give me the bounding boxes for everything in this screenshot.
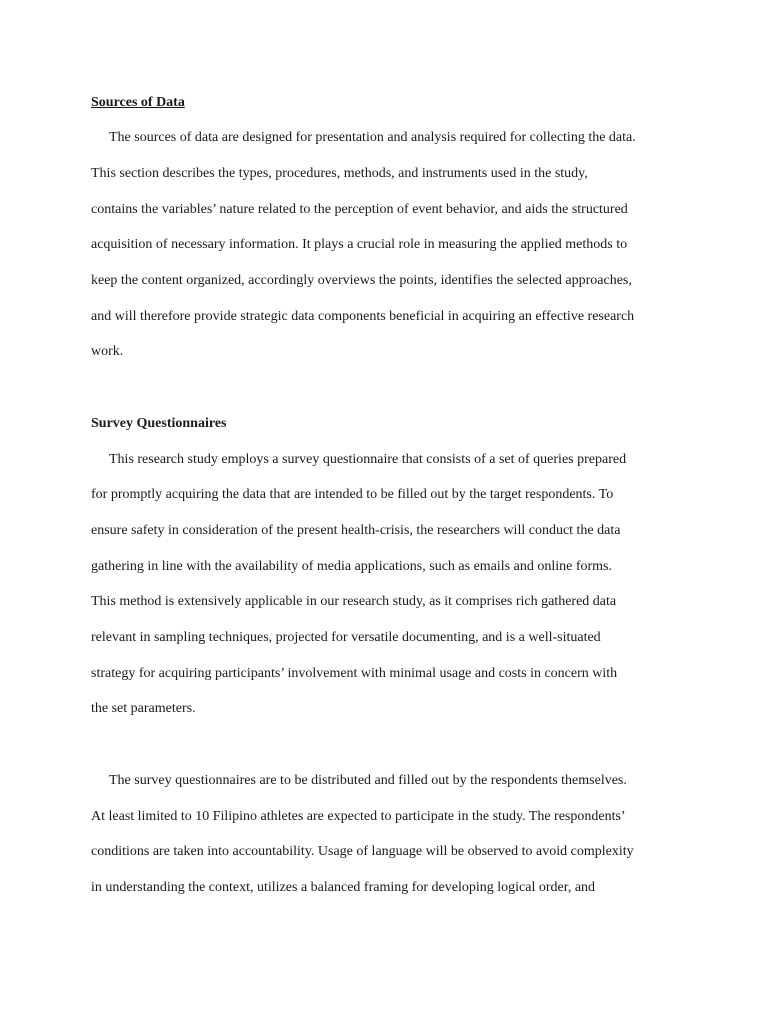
paragraph-line: for promptly acquiring the data that are intended to be filled out by the target respondents. To [91, 487, 614, 502]
paragraph-line: ensure safety in consideration of the present health-crisis, the researchers will conduct the data [91, 523, 621, 538]
paragraph-line: the set parameters. [91, 701, 196, 716]
paragraph-line: This section describes the types, procedures, methods, and instruments used in the study, [91, 166, 588, 181]
paragraph-line: conditions are taken into accountability. Usage of language will be observed to avoid complexity [91, 844, 634, 859]
paragraph-line: strategy for acquiring participants’ involvement with minimal usage and costs in concern with [91, 666, 618, 681]
section-heading-survey-questionnaires: Survey Questionnaires [91, 416, 227, 431]
paragraph-line: This method is extensively applicable in our research study, as it comprises rich gathered data [91, 594, 617, 609]
section-heading-sources-of-data: Sources of Data [91, 95, 185, 110]
paragraph-line: The sources of data are designed for presentation and analysis required for collecting the data. [109, 130, 636, 145]
paragraph-line: gathering in line with the availability of media applications, such as emails and online forms. [91, 559, 612, 574]
paragraph-line: This research study employs a survey questionnaire that consists of a set of queries prepared [109, 452, 627, 467]
paragraph-line: and will therefore provide strategic data components beneficial in acquiring an effective research [91, 309, 635, 324]
paragraph-line: keep the content organized, accordingly overviews the points, identifies the selected approaches, [91, 273, 632, 288]
paragraph-line: At least limited to 10 Filipino athletes are expected to participate in the study. The respondents’ [91, 809, 626, 824]
paragraph-line: work. [91, 344, 124, 359]
paragraph-line: relevant in sampling techniques, projected for versatile documenting, and is a well-situated [91, 630, 601, 645]
paragraph-line: The survey questionnaires are to be distributed and filled out by the respondents themselves. [109, 773, 627, 788]
paragraph-line: contains the variables’ nature related to the perception of event behavior, and aids the structured [91, 202, 628, 217]
paragraph-line: in understanding the context, utilizes a balanced framing for developing logical order, and [91, 880, 596, 895]
paragraph-line: acquisition of necessary information. It plays a crucial role in measuring the applied methods to [91, 237, 628, 252]
